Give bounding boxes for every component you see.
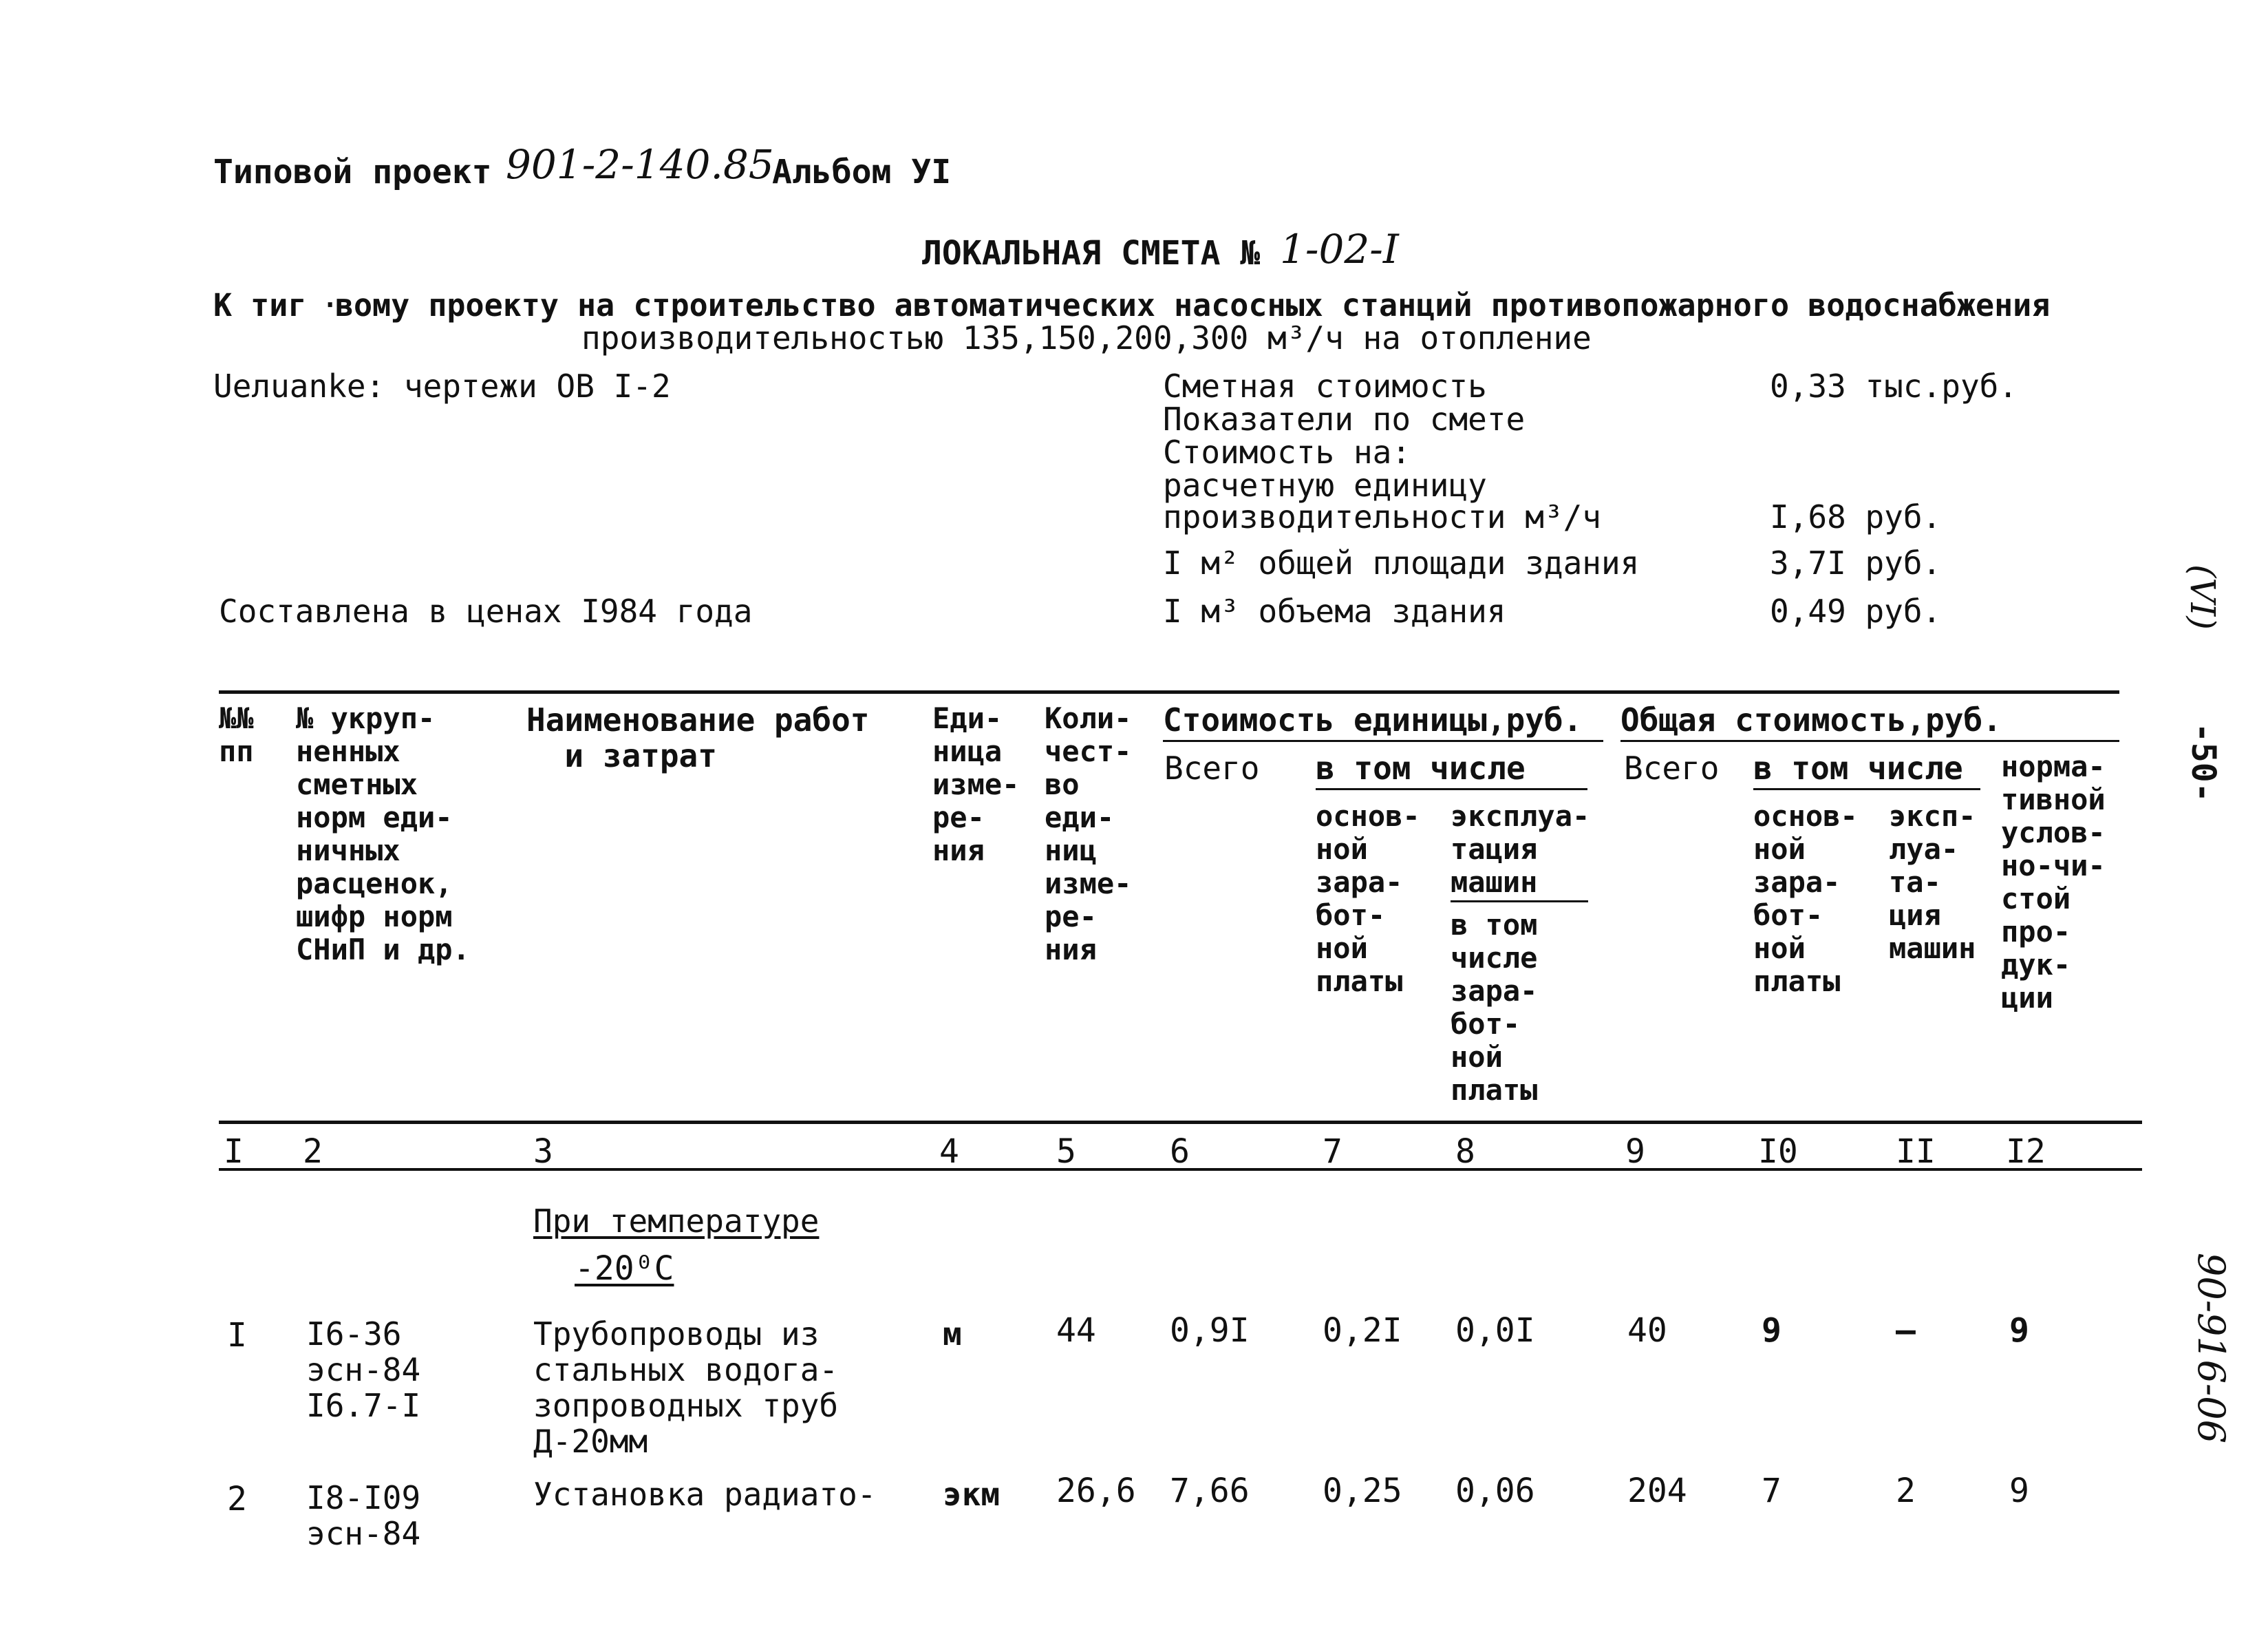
row-1-unit-wage: 0,2I <box>1323 1311 1402 1350</box>
row-2-number: 2 <box>227 1480 247 1518</box>
unit-label-2: производительности м³/ч <box>1163 498 1601 536</box>
col-3-header: Наименование работ и затрат <box>526 701 870 774</box>
row-2-code: I8-I09 эсн-84 <box>306 1479 421 1552</box>
row-2-qty: 26,6 <box>1056 1472 1136 1510</box>
sheet-mark: (VI) <box>2183 564 2223 630</box>
purpose-line-1: К тиг ‧вому проекту на строительство автоматических насосных станций противопожарного водоснабжения <box>213 287 2051 324</box>
col-5-header: Коли- чест- во еди- ниц изме- ре- ния <box>1045 701 1132 966</box>
col-number: II <box>1896 1132 1936 1171</box>
row-1-number: I <box>227 1316 247 1355</box>
col-number: I2 <box>2006 1132 2046 1171</box>
row-1-total-mach: – <box>1896 1311 1916 1350</box>
cost-value: 0,33 тыс.руб. <box>1770 368 2018 405</box>
row-2-total: 204 <box>1627 1472 1687 1510</box>
volume-value: 0,49 руб. <box>1770 593 1942 630</box>
cost-label: Сметная стоимость <box>1163 368 1487 405</box>
project-code: 901-2-140.85 <box>506 141 774 188</box>
col-number: 3 <box>533 1132 553 1171</box>
col-number: 5 <box>1056 1132 1076 1171</box>
row-2-total-mach: 2 <box>1896 1472 1916 1510</box>
row-2-name: Установка радиато- <box>533 1476 877 1513</box>
col-4-header: Еди- ница изме- ре- ния <box>932 701 1020 867</box>
prices-year: Составлена в ценах I984 года <box>219 593 753 630</box>
col-number: I <box>224 1132 244 1171</box>
page-number: -50- <box>2184 723 2223 803</box>
total-cost-group-header: Общая стоимость,руб. <box>1620 701 2002 739</box>
col-number: I0 <box>1758 1132 1798 1171</box>
col-1-header: №№ пп <box>219 701 254 768</box>
purpose-line-2: производительностью 135,150,200,300 м³/ч на отопление <box>581 319 1592 357</box>
row-1-qty: 44 <box>1056 1311 1096 1350</box>
col-number: 8 <box>1455 1132 1475 1171</box>
unit-value: I,68 руб. <box>1770 498 1942 536</box>
row-1-normative: 9 <box>2009 1311 2029 1350</box>
row-1-name: Трубопроводы из стальных водога- зопроводных труб Д-20мм <box>533 1315 839 1460</box>
row-1-unit: м <box>943 1315 962 1353</box>
row-2-unit-mach: 0,06 <box>1455 1472 1535 1510</box>
row-2-normative: 9 <box>2009 1472 2029 1510</box>
col-9-header: Всего <box>1624 750 1720 787</box>
col-number: 2 <box>303 1132 323 1171</box>
row-1-code: I6-36 эсн-84 I6.7-I <box>306 1315 421 1424</box>
incl-a-header: в том числе <box>1316 750 1526 787</box>
header-bottom-rule <box>219 1121 2142 1124</box>
row-2-unit-total: 7,66 <box>1170 1472 1250 1510</box>
table-top-rule <box>219 690 2119 694</box>
unit-cost-group-header: Стоимость единицы,руб. <box>1163 701 1583 739</box>
estimate-number: 1-02-I <box>1280 226 1399 273</box>
typical-project-label: Типовой проект <box>213 153 492 191</box>
mach-rule <box>1451 900 1588 902</box>
row-2-unit-wage: 0,25 <box>1323 1472 1402 1510</box>
area-value: 3,7I руб. <box>1770 544 1942 582</box>
col-11-header: эксп- луа- та- ция машин <box>1889 799 1976 965</box>
unit-cost-group-rule <box>1163 740 1603 742</box>
col-number: 7 <box>1323 1132 1342 1171</box>
total-cost-group-rule <box>1620 740 2119 742</box>
section-title: При температуре <box>533 1202 820 1240</box>
col-12-header: норма- тивной услов- но-чи- стой про- дук- ции <box>2001 750 2106 1015</box>
row-2-unit: экм <box>943 1476 1001 1513</box>
col-10-header: основ- ной зара- бот- ной платы <box>1753 799 1858 998</box>
col-number: 9 <box>1625 1132 1645 1171</box>
row-1-total-wage: 9 <box>1762 1311 1782 1350</box>
col-number: 6 <box>1170 1132 1190 1171</box>
estimate-title: ЛОКАЛЬНАЯ СМЕТА № <box>922 234 1261 273</box>
col-8-sub-header: в том числе зара- бот- ной платы <box>1451 908 1538 1107</box>
indicators-label: Показатели по смете <box>1163 401 1526 438</box>
col-2-header: № укруп- ненных сметных норм еди- ничных расценок, шифр норм СНиП и др. <box>296 701 470 966</box>
row-2-total-wage: 7 <box>1762 1472 1782 1510</box>
incl-b-header: в том числе <box>1753 750 1963 787</box>
incl-a-rule <box>1316 788 1587 790</box>
incl-b-rule <box>1753 788 1980 790</box>
row-1-unit-total: 0,9I <box>1170 1311 1250 1350</box>
col-8-header: эксплуа- тация машин <box>1451 799 1590 899</box>
basis: Ueлuanke: чертежи ОВ I-2 <box>213 368 671 405</box>
row-1-total: 40 <box>1627 1311 1667 1350</box>
area-label: I м² общей площади здания <box>1163 544 1640 582</box>
row-1-unit-mach: 0,0I <box>1455 1311 1535 1350</box>
volume-label: I м³ объема здания <box>1163 593 1506 630</box>
section-temperature: -20⁰С <box>575 1249 674 1288</box>
unit-label-1: расчетную единицу <box>1163 467 1487 504</box>
col-number: 4 <box>939 1132 959 1171</box>
cost-per-label: Стоимость на: <box>1163 434 1411 471</box>
inventory-number: 90-916-06 <box>2190 1253 2233 1443</box>
col-6-header: Всего <box>1164 750 1260 787</box>
col-7-header: основ- ной зара- бот- ной платы <box>1316 799 1420 998</box>
album-label: Альбом УI <box>772 153 952 191</box>
